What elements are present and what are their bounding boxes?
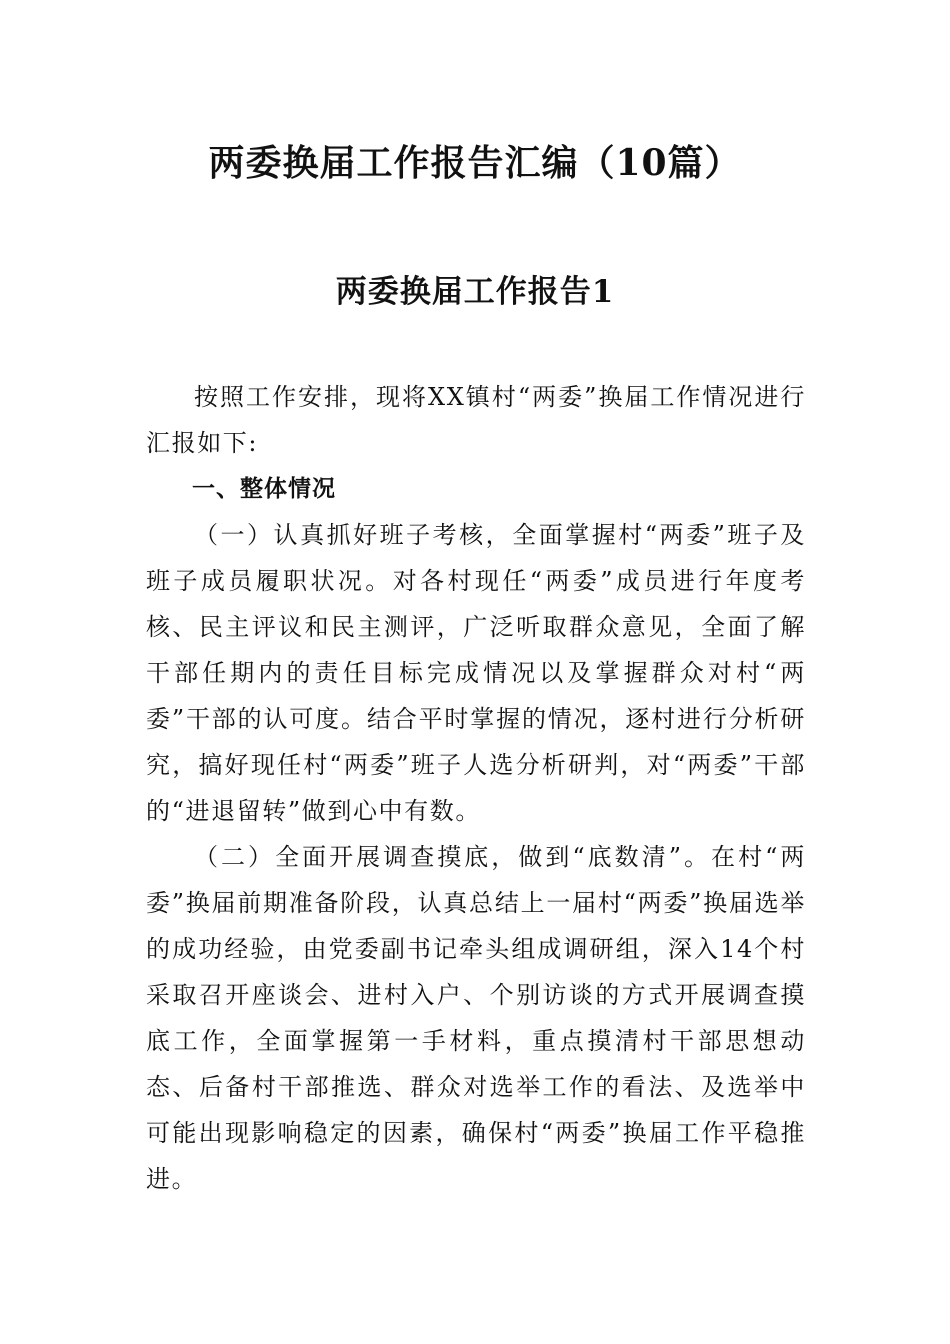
collection-title: 两委换届工作报告汇编（10篇） xyxy=(208,142,742,184)
report-title: 两委换届工作报告1 xyxy=(335,274,615,310)
body-paragraph-2: （二）全面开展调查摸底，做到“底数清”。在村“两委”换届前期准备阶段，认真总结上一届村“两委”换届选举的成功经验，由党委副书记牵头组成调研组，深入14个村采取召开座谈会、进村入户、个别访谈的方式开展调查摸底工作，全面掌握第一手材料，重点摸清村干部思想动态、后备村干部推选、群众对选举工作的看法、及选举中可能出现影响稳定的因素，确保村“两委”换届工作平稳推进。 xyxy=(146,843,806,1193)
intro-paragraph: 按照工作安排，现将XX镇村“两委”换届工作情况进行汇报如下: xyxy=(146,383,806,457)
report-body xyxy=(146,374,806,1202)
body-paragraph-1: （一）认真抓好班子考核，全面掌握村“两委”班子及班子成员履职状况。对各村现任“两委”成员进行年度考核、民主评议和民主测评，广泛听取群众意见，全面了解干部任期内的责任目标完成情况以及掌握群众对村“两委”干部的认可度。结合平时掌握的情况，逐村进行分析研究，搞好现任村“两委”班子人选分析研判，对“两委”干部的“进退留转”做到心中有数。 xyxy=(146,521,806,825)
section-heading: 一、整体情况 xyxy=(192,476,336,502)
